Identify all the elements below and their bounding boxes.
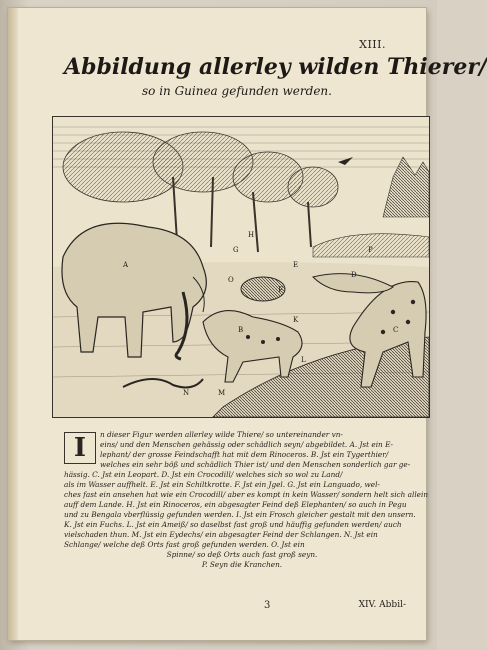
catchword: XIV. Abbil- xyxy=(358,600,406,610)
text-line: K. Jst ein Fuchs. L. Jst ein Ameiß/ so daselbst fast groß und häuffig gefunden werden/ auch xyxy=(64,520,402,529)
text-line: eins/ und den Menschen gehässig oder schädlich seyn/ abgebildet. A. Jst ein E- xyxy=(100,440,393,449)
page-subtitle: so in Guinea gefunden werden. xyxy=(142,84,332,98)
text-line: lephant/ der grosse Feindschafft hat mit dem Rinoceros. B. Jst ein Tygerthier/ xyxy=(100,450,389,459)
figure-label: A xyxy=(123,261,129,269)
figure-label: D xyxy=(351,271,357,279)
page-footer xyxy=(64,600,406,614)
text-line: welches ein sehr böß und schädlich Thier ist/ und den Menschen sonderlich gar ge- xyxy=(100,460,411,469)
figure-label: F xyxy=(278,286,283,294)
text-line: Schlange/ welche deß Orts fast groß gefunden werden. O. Jst ein xyxy=(64,540,305,549)
elephant-figure xyxy=(62,223,206,359)
figure-label: G xyxy=(233,246,239,254)
figure-label: L xyxy=(301,356,306,364)
figure-label: O xyxy=(228,276,234,284)
text-line: P. Seyn die Kranchen. xyxy=(201,560,283,569)
page-title: Abbildung allerley wilden Thierer/ xyxy=(64,54,487,80)
signature-mark: 3 xyxy=(264,600,271,611)
book-page xyxy=(8,8,487,640)
text-line: vielschaden thun. M. Jst ein Eydechs/ ein abgesagter Feind der Schlangen. N. Jst ein xyxy=(64,530,378,539)
text-line: auff dem Lande. H. Jst ein Rinoceros, ein abgesagter Feind deß Elephanten/ so auch in Pegu xyxy=(64,500,407,509)
figure-label: P xyxy=(368,246,373,254)
text-line: hässig. C. Jst ein Leopart. D. Jst ein Crocodill/ welches sich so wol zu Land/ xyxy=(64,470,343,479)
figure-label: M xyxy=(218,389,226,397)
figure-label: N xyxy=(183,389,190,397)
figure-label: H xyxy=(248,231,255,239)
text-line: ches fast ein ansehen hat wie ein Crocodill/ aber es kompt in kein Wasser/ sondern helt sich allein xyxy=(64,490,429,499)
text-line: als im Wasser auffhelt. E. Jst ein Schiltkrotte. F. Jst ein Jgel. G. Jst ein Languado, wel- xyxy=(64,480,380,489)
engraving-svg xyxy=(53,117,429,417)
page-edge xyxy=(8,8,18,640)
drop-capital: I xyxy=(64,432,96,464)
figure-label: B xyxy=(238,326,244,334)
text-line: Spinne/ so deß Orts auch fast groß seyn. xyxy=(166,550,318,559)
figure-label: C xyxy=(393,326,399,334)
descriptive-text xyxy=(64,430,429,570)
engraving-illustration xyxy=(52,116,430,418)
text-line: n dieser Figur werden allerley wilde Thiere/ so untereinander vn- xyxy=(100,430,343,439)
folio-number: XIII. xyxy=(359,38,386,51)
text-line: und zu Bengala vberflüssig gefunden werden. I. Jst ein Frosch gleicher gestalt mit den unsern. xyxy=(64,510,416,519)
figure-label: E xyxy=(293,261,299,269)
figure-label: K xyxy=(293,316,299,324)
